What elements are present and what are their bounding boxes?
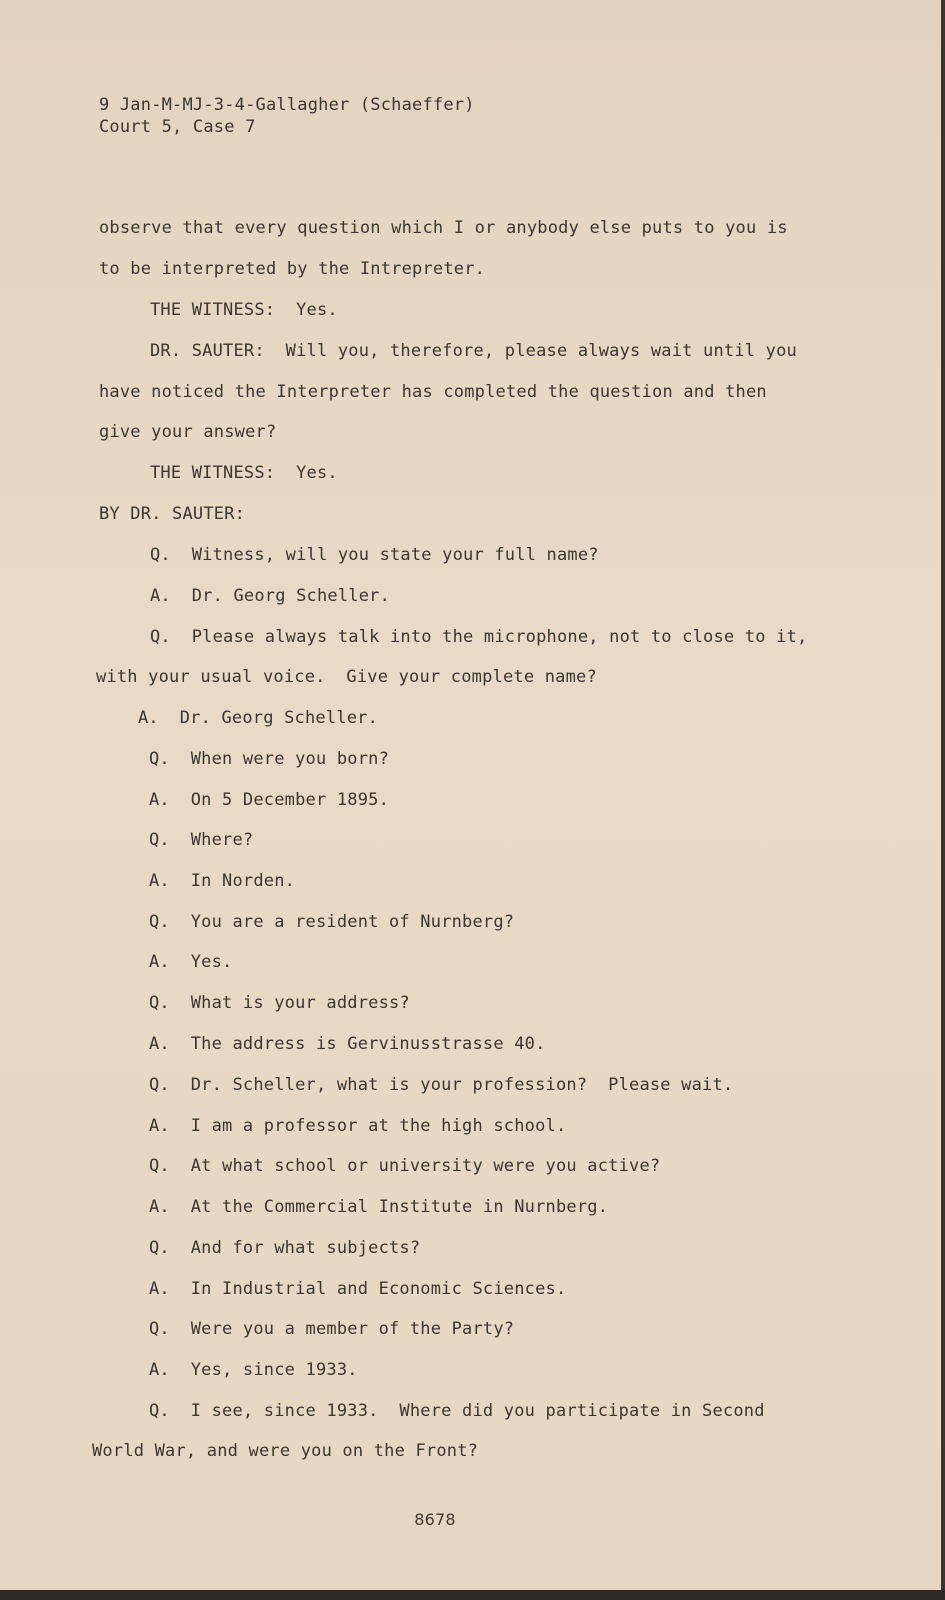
scan-edge-right xyxy=(941,0,945,1600)
transcript-line: BY DR. SAUTER: xyxy=(99,504,246,524)
scan-edge-bottom xyxy=(0,1590,945,1600)
transcript-line: A. Yes. xyxy=(149,952,233,972)
transcript-line: Q. What is your address? xyxy=(149,993,410,1013)
transcript-line: to be interpreted by the Intrepreter. xyxy=(99,259,486,279)
transcript-line: have noticed the Interpreter has completed the question and then xyxy=(99,382,767,402)
transcript-line: Q. Dr. Scheller, what is your profession? Please wait. xyxy=(149,1075,734,1095)
document-header xyxy=(99,94,475,138)
page-number: 8678 xyxy=(414,1510,456,1529)
transcript-line: A. I am a professor at the high school. xyxy=(149,1116,567,1136)
transcript-line: observe that every question which I or anybody else puts to you is xyxy=(99,218,788,238)
transcript-line: Q. Were you a member of the Party? xyxy=(149,1319,515,1339)
transcript-line: A. In Industrial and Economic Sciences. xyxy=(149,1279,567,1299)
transcript-line: THE WITNESS: Yes. xyxy=(150,463,338,483)
transcript-line: Q. And for what subjects? xyxy=(149,1238,421,1258)
transcript-line: A. Dr. Georg Scheller. xyxy=(150,586,391,606)
transcript-line: A. Dr. Georg Scheller. xyxy=(138,708,379,728)
transcript-line: THE WITNESS: Yes. xyxy=(150,300,338,320)
transcript-line: A. On 5 December 1895. xyxy=(149,790,390,810)
transcript-line: Q. You are a resident of Nurnberg? xyxy=(149,912,515,932)
transcript-line: Q. I see, since 1933. Where did you participate in Second xyxy=(149,1401,765,1421)
transcript-line: A. At the Commercial Institute in Nurnberg. xyxy=(149,1197,609,1217)
transcript-line: A. In Norden. xyxy=(149,871,296,891)
transcript-line: Q. At what school or university were you active? xyxy=(149,1156,661,1176)
transcript-line: Q. Where? xyxy=(149,830,254,850)
header-court-line: Court 5, Case 7 xyxy=(99,117,256,137)
transcript-line: A. Yes, since 1933. xyxy=(149,1360,358,1380)
transcript-line: Q. Witness, will you state your full name? xyxy=(150,545,599,565)
transcript-line: World War, and were you on the Front? xyxy=(92,1441,479,1461)
header-docket-line: 9 Jan-M-MJ-3-4-Gallagher (Schaeffer) xyxy=(99,95,475,115)
transcript-line: DR. SAUTER: Will you, therefore, please always wait until you xyxy=(150,341,797,361)
transcript-line: A. The address is Gervinusstrasse 40. xyxy=(149,1034,546,1054)
transcript-line: give your answer? xyxy=(99,422,277,442)
transcript-line: with your usual voice. Give your complete name? xyxy=(96,667,597,687)
transcript-line: Q. When were you born? xyxy=(149,749,390,769)
transcript-line: Q. Please always talk into the microphone, not to close to it, xyxy=(150,627,808,647)
